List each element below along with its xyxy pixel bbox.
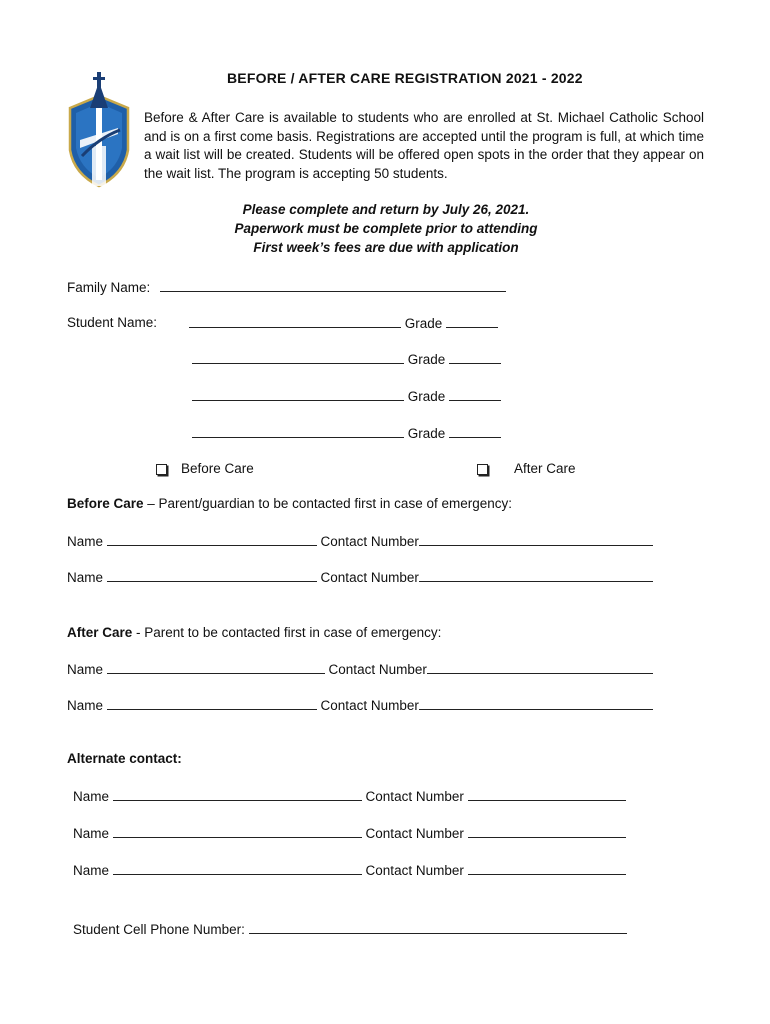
contact-number-field[interactable] bbox=[419, 533, 653, 546]
before-care-option-label: Before Care bbox=[181, 461, 254, 476]
contact-number-label: Contact Number bbox=[365, 789, 464, 804]
before-care-heading: Before Care bbox=[67, 496, 144, 511]
name-field[interactable] bbox=[107, 569, 317, 582]
student-cell-field[interactable] bbox=[249, 921, 627, 934]
page-title: BEFORE / AFTER CARE REGISTRATION 2021 - 2022 bbox=[227, 70, 583, 86]
contact-number-label: Contact Number bbox=[365, 863, 464, 878]
grade-field[interactable] bbox=[449, 388, 501, 401]
name-label: Name bbox=[67, 570, 104, 585]
family-name-label: Family Name: bbox=[67, 280, 151, 295]
grade-label: Grade bbox=[407, 352, 446, 367]
name-label: Name bbox=[67, 534, 104, 549]
contact-number-label: Contact Number bbox=[365, 826, 464, 841]
name-field[interactable] bbox=[113, 788, 362, 801]
name-label: Name bbox=[73, 789, 110, 804]
student-name-field[interactable] bbox=[192, 388, 404, 401]
instruction-line: Please complete and return by July 26, 2021. bbox=[242, 202, 530, 217]
before-care-checkbox[interactable] bbox=[156, 464, 167, 475]
after-care-option-label: After Care bbox=[514, 461, 576, 476]
name-label: Name bbox=[73, 863, 110, 878]
grade-label: Grade bbox=[407, 426, 446, 441]
instruction-line: Paperwork must be complete prior to attending bbox=[234, 221, 538, 236]
contact-number-label: Contact Number bbox=[320, 534, 419, 549]
grade-field[interactable] bbox=[449, 425, 501, 438]
student-name-field[interactable] bbox=[192, 351, 404, 364]
contact-number-field[interactable] bbox=[468, 862, 626, 875]
grade-label: Grade bbox=[404, 316, 443, 331]
grade-field[interactable] bbox=[449, 351, 501, 364]
name-field[interactable] bbox=[113, 825, 362, 838]
grade-field[interactable] bbox=[446, 315, 498, 328]
name-label: Name bbox=[73, 826, 110, 841]
name-field[interactable] bbox=[107, 661, 325, 674]
student-cell-label: Student Cell Phone Number: bbox=[73, 922, 245, 937]
student-name-field[interactable] bbox=[192, 425, 404, 438]
name-field[interactable] bbox=[113, 862, 362, 875]
name-label: Name bbox=[67, 698, 104, 713]
after-care-heading: After Care bbox=[67, 625, 133, 640]
after-care-checkbox[interactable] bbox=[477, 464, 488, 475]
contact-number-label: Contact Number bbox=[320, 570, 419, 585]
contact-number-field[interactable] bbox=[427, 661, 653, 674]
contact-number-field[interactable] bbox=[419, 569, 653, 582]
alternate-contact-heading: Alternate contact: bbox=[67, 751, 182, 766]
contact-number-label: Contact Number bbox=[328, 662, 427, 677]
school-crest-icon bbox=[66, 68, 132, 190]
intro-paragraph: Before & After Care is available to students who are enrolled at St. Michael Catholic School and is on a first come basis. Registrations are accepted until the program is full, at which time a wait list will be created. Students will be offered open spots in the order that they appear on the wait list. The program is accepting 50 students. bbox=[144, 110, 704, 181]
contact-number-label: Contact Number bbox=[320, 698, 419, 713]
student-name-label: Student Name: bbox=[67, 315, 158, 330]
family-name-field[interactable] bbox=[160, 279, 506, 292]
name-field[interactable] bbox=[107, 697, 317, 710]
name-label: Name bbox=[67, 662, 104, 677]
contact-number-field[interactable] bbox=[468, 825, 626, 838]
grade-label: Grade bbox=[407, 389, 446, 404]
instruction-line: First week’s fees are due with application bbox=[253, 240, 519, 255]
contact-number-field[interactable] bbox=[468, 788, 626, 801]
student-name-field[interactable] bbox=[189, 315, 401, 328]
name-field[interactable] bbox=[107, 533, 317, 546]
before-care-description: – Parent/guardian to be contacted first in case of emergency: bbox=[143, 496, 512, 511]
contact-number-field[interactable] bbox=[419, 697, 653, 710]
after-care-description: - Parent to be contacted first in case of emergency: bbox=[132, 625, 442, 640]
